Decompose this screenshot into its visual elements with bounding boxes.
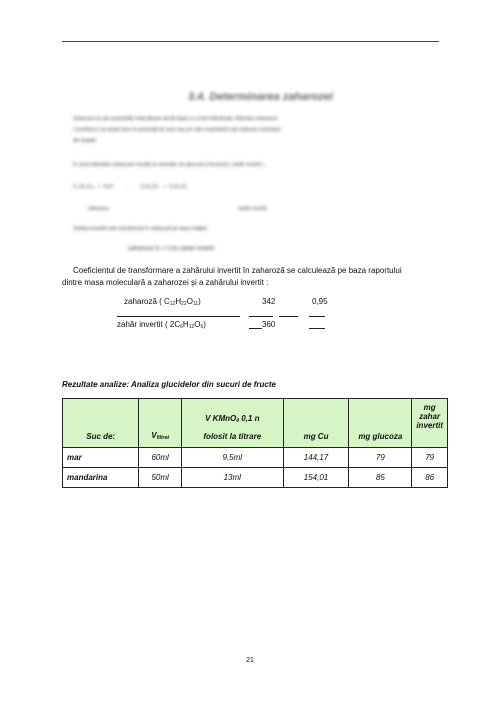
table-caption: Rezultate analize: Analiza glucidelor din sucuri de fructe	[62, 380, 276, 389]
fraction-line-name	[117, 316, 240, 317]
cell-zahar: 86	[412, 468, 448, 488]
ratio-bottom-value-1: 360	[262, 320, 276, 329]
header-mg-glucoza: mg glucoza	[349, 399, 412, 448]
header-mg-zahar-invertit: mg zahar invertit	[412, 399, 448, 448]
fraction-line-short-2	[279, 316, 298, 317]
section-heading: 3.4. Determinarea zaharozei	[188, 91, 333, 103]
cell-kmno4: 13ml	[181, 468, 283, 488]
cell-v: 50ml	[139, 468, 181, 488]
cell-glucoza: 85	[349, 468, 412, 488]
page-number: 21	[246, 657, 254, 664]
ratio-top-name: zaharoză ( $C_{12}H_{22}O_{11}$)	[124, 297, 201, 307]
cell-suc: mandarina	[63, 468, 139, 488]
cell-glucoza: 79	[349, 448, 412, 468]
ratio-bottom-name: zahăr invertit ( $2C_6H_{12}O_6$)	[117, 320, 206, 330]
blurred-formula: zaharoză % = 0,95 zahăr invertit	[128, 246, 215, 252]
coefficient-text-line1: Coeficientul de transformare a zahărului invertit în zaharoză se calculează pe baza raportului	[73, 266, 402, 275]
blurred-eq-label-left: zaharoza	[88, 206, 109, 212]
table-row	[63, 448, 448, 468]
blurred-line: ( invertirea ) se poate face în prezenţă de acizi sau pe cale enzimatică sub acţiunea invertazei	[73, 127, 281, 133]
fraction-line-bottom-1	[249, 328, 262, 329]
blurred-paragraph-2: În urma hidrolizei zaharozei rezultă un amestec de glucoză şi fructoză ( zahăr invertit ) .	[73, 162, 267, 168]
cell-kmno4: 9,5ml	[181, 448, 283, 468]
cell-zahar: 79	[412, 448, 448, 468]
fraction-line-short-3	[309, 316, 325, 317]
cell-suc: mar	[63, 448, 139, 468]
cell-cu: 144,17	[283, 448, 349, 468]
table-row	[63, 468, 448, 488]
header-kmno4: V KMnO$_4$ 0,1 n folosit la titrare	[181, 399, 283, 448]
cell-cu: 154,01	[283, 468, 349, 488]
ratio-top-value-2: 0,95	[312, 297, 328, 306]
fraction-line-bottom-2	[309, 328, 325, 329]
header-mg-cu: mg Cu	[283, 399, 349, 448]
blurred-line: din drojdie.	[73, 138, 98, 144]
blurred-paragraph-1	[73, 114, 443, 147]
ratio-top-value-1: 342	[262, 297, 276, 306]
blurred-line: Zaharoza nu are proprietăţi reducătoare decât după ce a fost hidrolizată. Hidroliza zaharozei	[73, 116, 278, 122]
header-rule	[62, 41, 439, 42]
blurred-paragraph-3: Zahărul invertit este transformat în zaharoză pe baza relaţiei:	[73, 226, 208, 232]
results-table	[62, 398, 448, 488]
blurred-eq-label-right: zahăr invertit	[238, 206, 267, 212]
coefficient-text-line2: dintre masa moleculară a zaharozei şi a zahărului invertit :	[62, 278, 269, 287]
header-vfiltrat: $V_{filtrat}$	[139, 399, 181, 448]
cell-v: 60ml	[139, 448, 181, 468]
blurred-equation: C₁₂H₂₂O₁₁ + H₂O → C₆H₁₂O₆ + C₆H₁₂O₆	[73, 184, 188, 190]
fraction-line-short-1	[249, 316, 273, 317]
header-suc: Suc de:	[63, 399, 139, 448]
table-header-row	[63, 399, 448, 448]
